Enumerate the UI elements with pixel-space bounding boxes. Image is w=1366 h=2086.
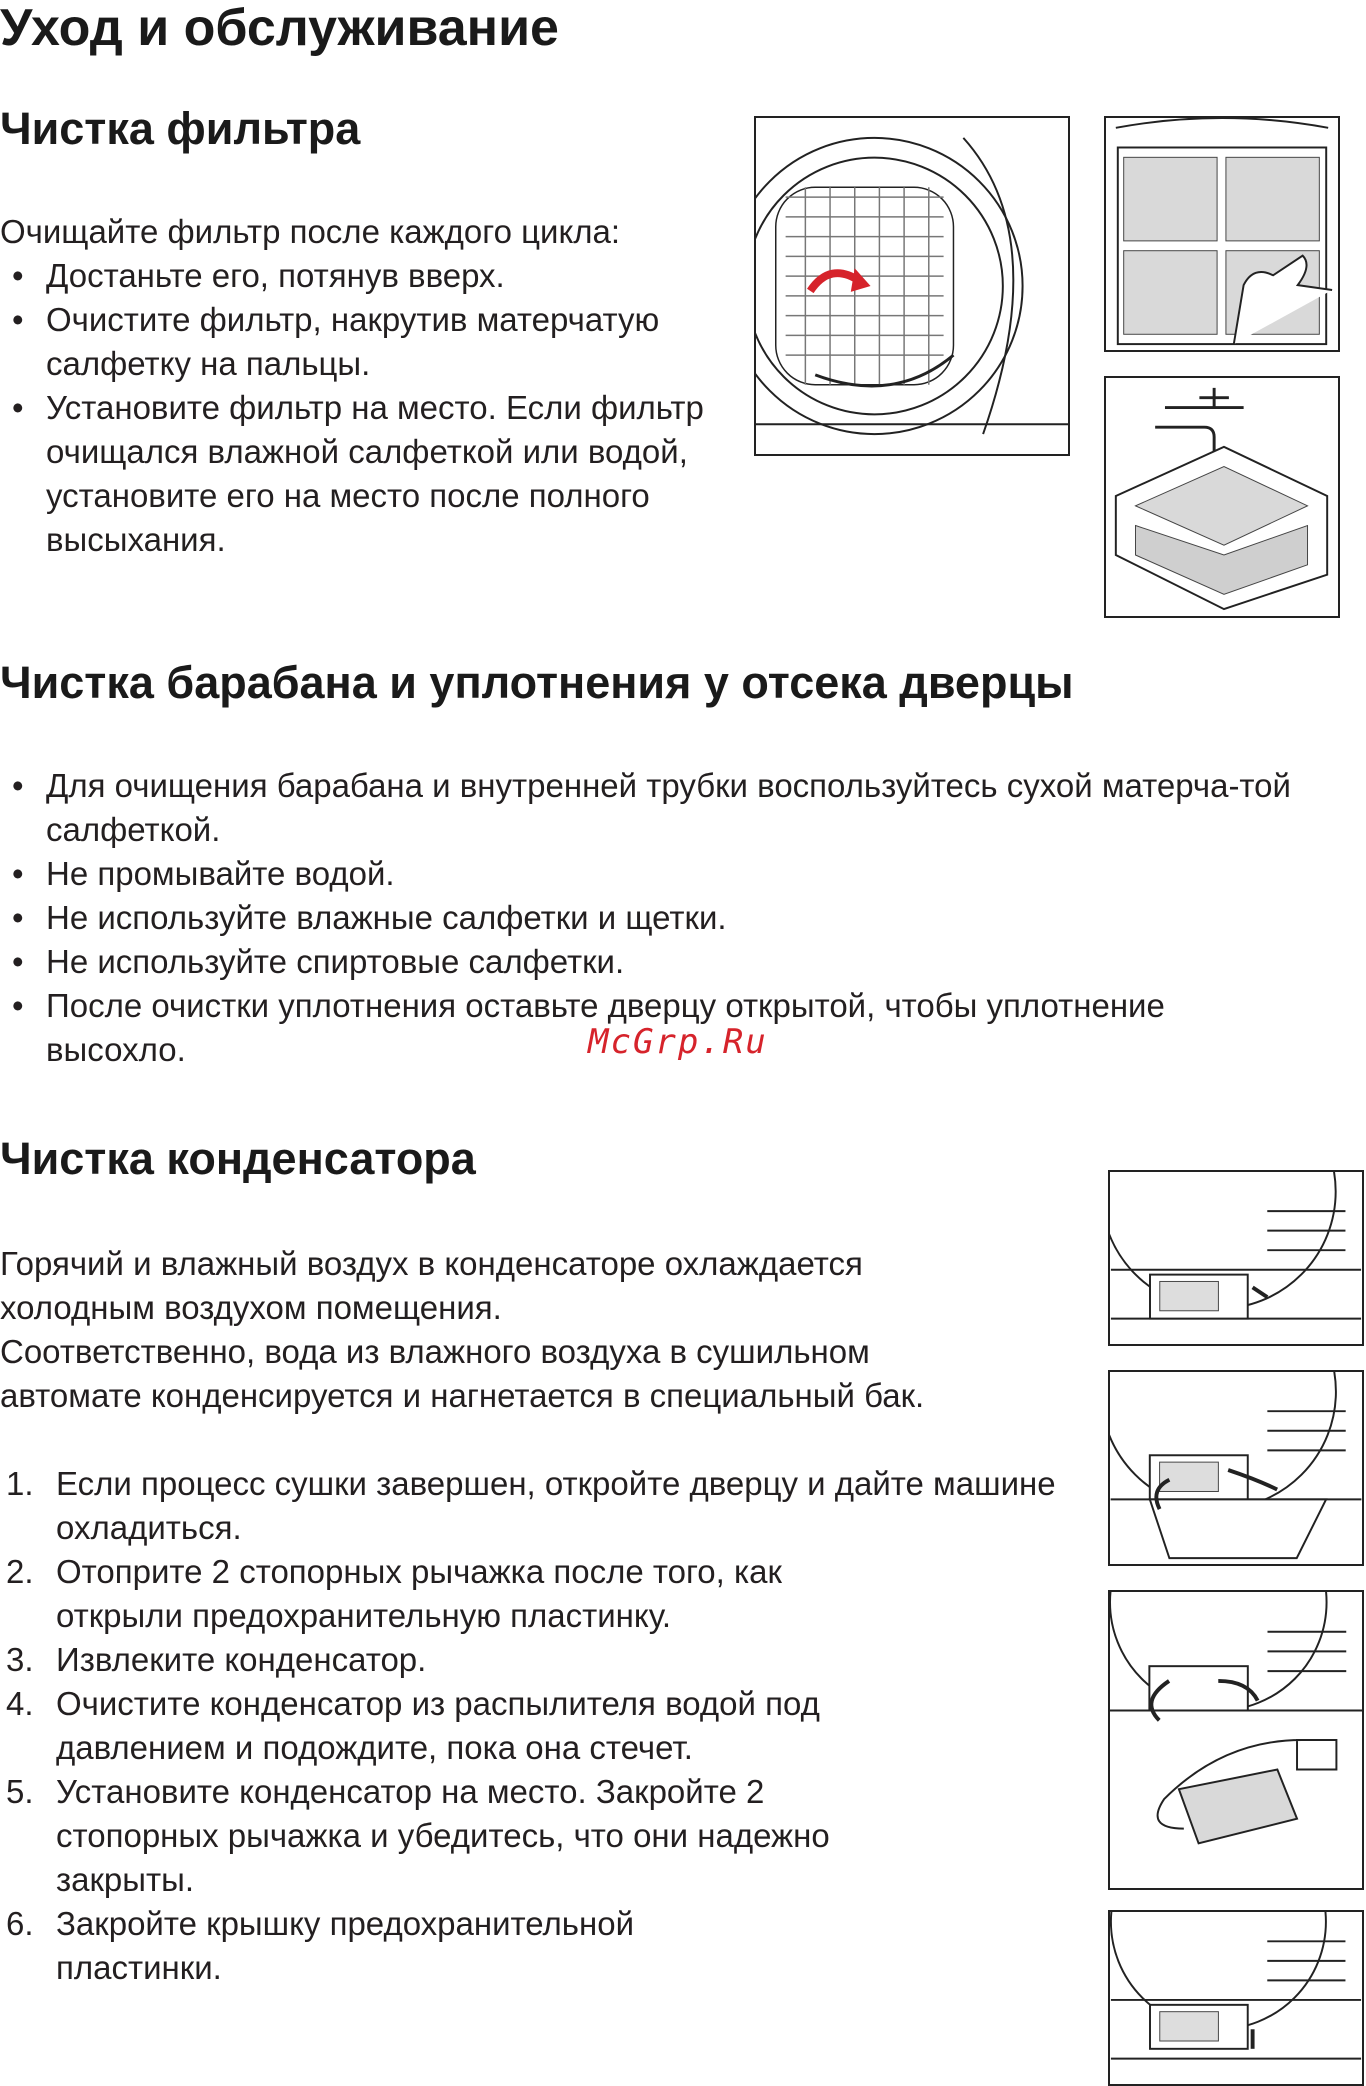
intro-line: Соответственно, вода из влажного воздуха в сушильном: [0, 1333, 870, 1370]
faucet-and-filter-drawing: [1106, 378, 1338, 616]
drum-section-title: Чистка барабана и уплотнения у отсека дверцы: [0, 657, 1074, 708]
list-item: [0, 1638, 1060, 1682]
page-title: Уход и обслуживание: [0, 0, 559, 57]
close-panel-drawing: [1110, 1912, 1362, 2084]
filter-instructions: [0, 210, 730, 562]
step-number: 5.: [6, 1773, 34, 1810]
condenser-step6-illustration: [1108, 1910, 1364, 2086]
step-text: Установите конденсатор на место. Закройте 2 стопорных рычажка и убедитесь, что они надежно закрыты.: [56, 1773, 830, 1898]
filter-mesh-drawing: [1106, 118, 1338, 350]
step-text: Извлеките конденсатор.: [56, 1641, 427, 1678]
filter-cleaning-illustration: [1104, 116, 1340, 352]
list-item: [0, 1682, 906, 1770]
list-item: [0, 1902, 776, 1990]
open-panel-levers-drawing: [1110, 1372, 1362, 1564]
intro-line: Горячий и влажный воздух в конденсаторе охлаждается: [0, 1245, 863, 1282]
list-item: [0, 1550, 916, 1638]
list-item: • Установите фильтр на место. Если фильтр очищался влажной салфеткой или водой, установите его на место после полного высыхания.: [0, 386, 706, 562]
condenser-step3-illustration: [1108, 1590, 1364, 1890]
step-number: 1.: [6, 1465, 34, 1502]
step-text: Отоприте 2 стопорных рычажка после того, как открыли предохранительную пластинку.: [56, 1553, 782, 1634]
condenser-intro: [0, 1242, 1090, 1418]
intro-line: холодным воздухом помещения.: [0, 1289, 502, 1326]
dryer-base-panel-drawing: [1110, 1172, 1362, 1344]
step-text: Если процесс сушки завершен, откройте дверцу и дайте машине охладиться.: [56, 1465, 1056, 1546]
list-item: • После очистки уплотнения оставьте дверцу открытой, чтобы уплотнение высохло.: [0, 984, 1286, 1072]
list-item: • Не промывайте водой.: [0, 852, 1360, 896]
step-number: 3.: [6, 1641, 34, 1678]
step-number: 2.: [6, 1553, 34, 1590]
step-number: 6.: [6, 1905, 34, 1942]
list-item: • Не используйте влажные салфетки и щетки.: [0, 896, 1360, 940]
list-item: • Достаньте его, потянув вверх.: [0, 254, 730, 298]
filter-removal-illustration: [754, 116, 1070, 456]
list-item: • Не используйте спиртовые салфетки.: [0, 940, 1360, 984]
condenser-step2-illustration: [1108, 1370, 1364, 1566]
remove-condenser-drawing: [1110, 1592, 1362, 1888]
condenser-section-title: Чистка конденсатора: [0, 1133, 476, 1184]
filter-section-title: Чистка фильтра: [0, 103, 361, 154]
filter-intro: Очищайте фильтр после каждого цикла:: [0, 213, 621, 250]
list-item: • Очистите фильтр, накрутив матерчатую салфетку на пальцы.: [0, 298, 696, 386]
condenser-step1-illustration: [1108, 1170, 1364, 1346]
step-number: 4.: [6, 1685, 34, 1722]
watermark: McGrp.Ru: [588, 1022, 768, 1062]
intro-line: автомате конденсируется и нагнетается в специальный бак.: [0, 1377, 925, 1414]
drum-with-filter-drawing: [756, 118, 1068, 454]
step-text: Закройте крышку предохранительной пластинки.: [56, 1905, 634, 1986]
filter-rinse-illustration: [1104, 376, 1340, 618]
condenser-steps: [0, 1462, 1060, 1990]
list-item: [0, 1770, 866, 1902]
step-text: Очистите конденсатор из распылителя водой под давлением и подождите, пока она стечет.: [56, 1685, 820, 1766]
list-item: [0, 1462, 1060, 1550]
filter-bullet-list: [0, 254, 730, 562]
list-item: • Для очищения барабана и внутренней трубки воспользуйтесь сухой матерча-той салфеткой.: [0, 764, 1360, 852]
